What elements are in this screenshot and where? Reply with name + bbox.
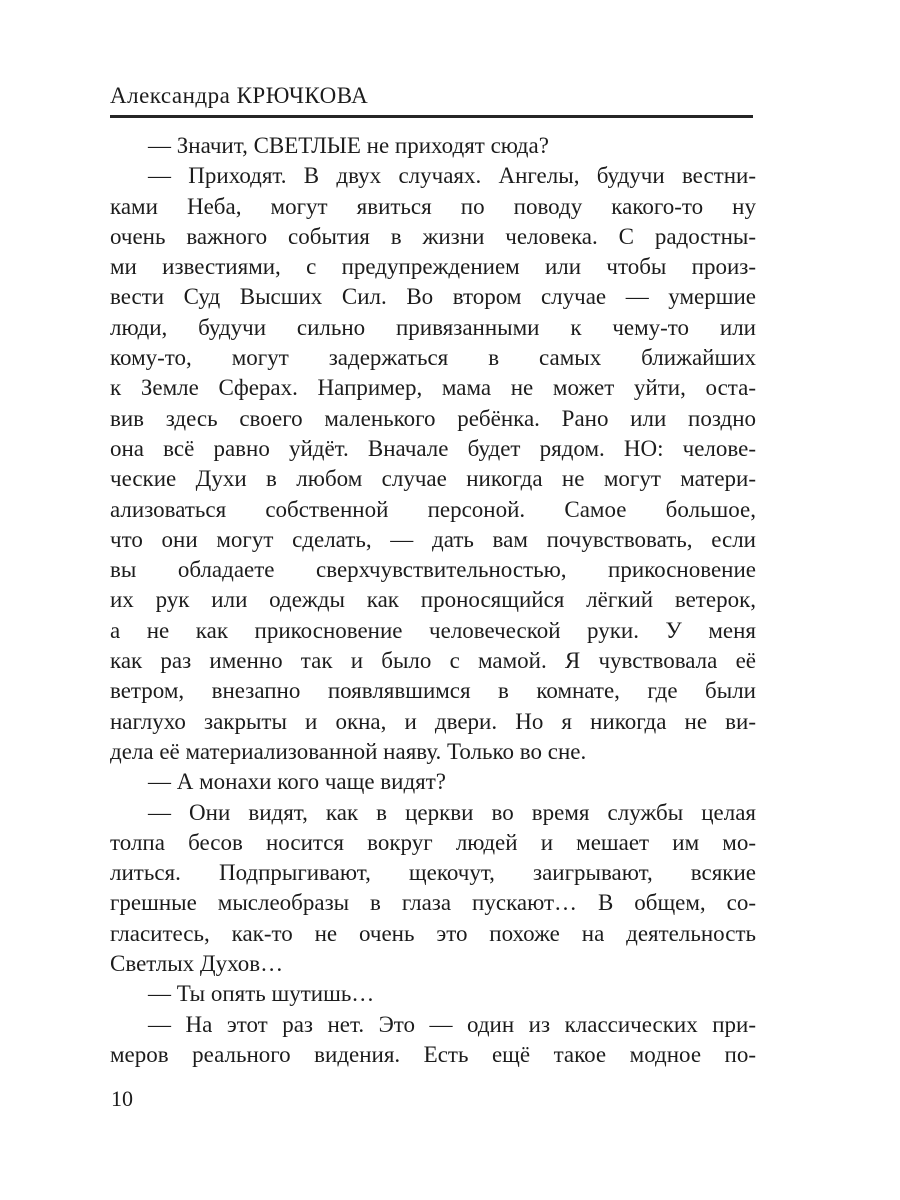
text-line: Светлых Духов… bbox=[110, 951, 284, 977]
page-number: 10 bbox=[111, 1086, 133, 1111]
text-line: ческие Духи в любом случае никогда не могут матери- bbox=[110, 466, 756, 492]
text-line: — Приходят. В двух случаях. Ангелы, будучи вестни- bbox=[148, 163, 756, 189]
text-line: как раз именно так и было с мамой. Я чувствовала её bbox=[110, 648, 756, 674]
text-line: дела её материализованной наяву. Только во сне. bbox=[110, 738, 587, 764]
header-rule bbox=[110, 115, 753, 118]
text-line: ками Неба, могут явиться по поводу какого-то ну bbox=[110, 193, 756, 219]
text-line: — Ты опять шутишь… bbox=[148, 981, 375, 1007]
text-line: их рук или одежды как проносящийся лёгкий ветерок, bbox=[110, 587, 756, 613]
text-line: ми известиями, с предупреждением или чтобы произ- bbox=[110, 254, 756, 280]
text-line: ализоваться собственной персоной. Самое большое, bbox=[110, 496, 756, 522]
text-line: вив здесь своего маленького ребёнка. Рано или поздно bbox=[110, 405, 756, 431]
text-line: а не как прикосновение человеческой руки. У меня bbox=[110, 617, 756, 643]
text-line: вести Суд Высших Сил. Во втором случае — умершие bbox=[110, 284, 756, 310]
text-line: ветром, внезапно появлявшимся в комнате, где были bbox=[110, 678, 756, 704]
text-line: к Земле Сферах. Например, мама не может уйти, оста- bbox=[110, 375, 756, 401]
text-line: грешные мыслеобразы в глаза пускают… В общем, со- bbox=[110, 890, 756, 916]
text-line: наглухо закрыты и окна, и двери. Но я никогда не ви- bbox=[110, 708, 756, 734]
text-line: литься. Подпрыгивают, щекочут, заигрывают, всякие bbox=[110, 860, 756, 886]
text-line: кому-то, могут задержаться в самых ближайших bbox=[110, 345, 756, 371]
text-line: люди, будучи сильно привязанными к чему-то или bbox=[110, 314, 756, 340]
text-line: — Значит, СВЕТЛЫЕ не приходят сюда? bbox=[148, 133, 549, 158]
text-line: вы обладаете сверхчувствительностью, прикосновение bbox=[110, 557, 756, 583]
text-line: что они могут сделать, — дать вам почувствовать, если bbox=[110, 526, 756, 552]
text-line: — На этот раз нет. Это — один из классических при- bbox=[148, 1011, 756, 1037]
text-line: гласитесь, как-то не очень это похоже на деятельность bbox=[110, 920, 756, 946]
text-line: она всё равно уйдёт. Вначале будет рядом. НО: челове- bbox=[110, 435, 756, 461]
body-text bbox=[110, 131, 756, 1070]
text-line: очень важного события в жизни человека. С радостны- bbox=[110, 223, 756, 249]
text-line: — А монахи кого чаще видят? bbox=[148, 769, 447, 795]
text-line: — Они видят, как в церкви во время службы целая bbox=[148, 799, 756, 825]
running-header-author: Александра КРЮЧКОВА bbox=[110, 83, 369, 108]
text-line: толпа бесов носится вокруг людей и мешает им мо- bbox=[110, 829, 756, 855]
text-line: меров реального видения. Есть ещё такое модное по- bbox=[110, 1041, 756, 1067]
